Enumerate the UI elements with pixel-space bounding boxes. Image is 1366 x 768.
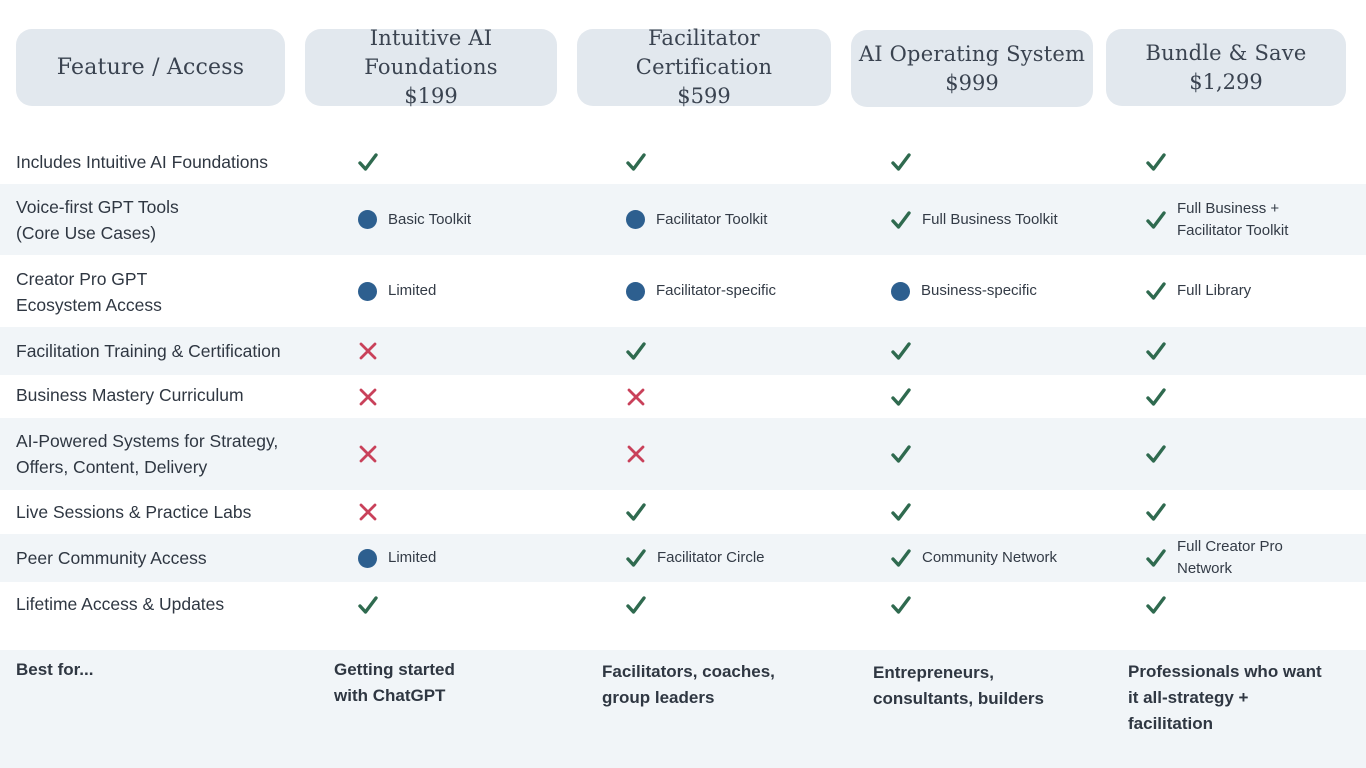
plan-header-foundations xyxy=(305,26,557,108)
cell-bundle xyxy=(1146,140,1166,184)
cell-label: Facilitator Toolkit xyxy=(656,210,768,228)
feature-label-line: Ecosystem Access xyxy=(16,295,162,315)
plan-title: AI Operating System xyxy=(858,41,1086,66)
best-for-line: facilitation xyxy=(1128,714,1214,733)
cell-facilitator xyxy=(626,490,646,534)
best-for-operating-system xyxy=(873,660,1044,712)
plan-title: Facilitator Certification xyxy=(635,26,773,79)
plan-header-bundle xyxy=(1106,29,1346,106)
cell-label: Limited xyxy=(388,549,437,566)
table-row xyxy=(0,255,1366,327)
check-icon xyxy=(891,502,911,522)
feature-label-line: AI-Powered Systems for Strategy, xyxy=(16,431,279,451)
cell-foundations xyxy=(358,255,436,327)
best-for-section xyxy=(0,650,1366,768)
cell-operating-system xyxy=(891,582,911,628)
cell-operating-system xyxy=(891,184,1058,255)
check-icon xyxy=(626,548,646,568)
plan-price: $1,299 xyxy=(1189,69,1263,94)
table-row xyxy=(0,534,1366,582)
plan-title: Intuitive AI Foundations xyxy=(364,26,498,79)
check-icon xyxy=(891,548,911,568)
dot-icon xyxy=(626,282,645,301)
feature-label-line: (Core Use Cases) xyxy=(16,223,157,243)
cell-label: Full Library xyxy=(1177,282,1252,299)
plan-header-facilitator xyxy=(577,26,831,108)
feature-access-header xyxy=(16,29,285,106)
cell-operating-system xyxy=(891,375,911,418)
cell-label-line: Network xyxy=(1177,560,1233,577)
check-icon xyxy=(1146,502,1166,522)
cell-foundations xyxy=(358,418,378,490)
check-icon xyxy=(1146,595,1166,615)
check-icon xyxy=(1146,387,1166,407)
cell-foundations xyxy=(358,534,436,582)
cell-foundations xyxy=(358,375,378,418)
table-row xyxy=(0,375,1366,418)
cross-icon xyxy=(358,341,378,361)
cell-operating-system xyxy=(891,327,911,375)
feature-label xyxy=(16,194,179,246)
cell-foundations xyxy=(358,140,378,184)
cell-facilitator xyxy=(626,140,646,184)
check-icon xyxy=(1146,548,1166,568)
cell-operating-system xyxy=(891,534,1057,582)
best-for-line: Professionals who want xyxy=(1128,662,1322,681)
cell-foundations xyxy=(358,582,378,628)
cell-facilitator xyxy=(626,184,767,255)
cell-facilitator xyxy=(626,255,776,327)
feature-label: Lifetime Access & Updates xyxy=(16,594,225,614)
cell-bundle xyxy=(1146,375,1166,418)
cell-label: Full Business Toolkit xyxy=(922,210,1058,228)
best-for-line: Entrepreneurs, xyxy=(873,663,994,682)
check-icon xyxy=(626,152,646,172)
best-for-label: Best for... xyxy=(16,660,94,679)
cell-bundle xyxy=(1146,327,1166,375)
best-for-facilitator xyxy=(602,659,775,711)
table-row xyxy=(0,582,1366,628)
best-for-line: group leaders xyxy=(602,688,715,707)
feature-label xyxy=(16,428,278,480)
check-icon xyxy=(891,595,911,615)
cell-label xyxy=(1177,198,1288,242)
feature-label: Facilitation Training & Certification xyxy=(16,341,281,361)
dot-icon xyxy=(358,282,377,301)
cell-bundle xyxy=(1146,184,1288,255)
feature-label-line: Offers, Content, Delivery xyxy=(16,457,208,477)
table-row xyxy=(0,490,1366,534)
cell-operating-system xyxy=(891,490,911,534)
best-for-line: Getting started xyxy=(334,660,455,679)
check-icon xyxy=(358,595,378,615)
cell-operating-system xyxy=(891,140,911,184)
check-icon xyxy=(358,152,378,172)
cell-label: Business-specific xyxy=(921,282,1037,299)
cell-facilitator xyxy=(626,375,646,418)
best-for-bundle xyxy=(1128,659,1322,737)
check-icon xyxy=(626,595,646,615)
best-for-line: it all-strategy + xyxy=(1128,688,1249,707)
feature-label xyxy=(16,266,162,318)
best-for-line: Facilitators, coaches, xyxy=(602,662,775,681)
cell-facilitator xyxy=(626,418,646,490)
plan-price: $199 xyxy=(404,84,458,108)
cell-bundle xyxy=(1146,490,1166,534)
cell-label-line: Facilitator Toolkit xyxy=(1177,221,1289,239)
cell-label-line: Full Creator Pro xyxy=(1177,538,1283,555)
check-icon xyxy=(891,210,911,230)
table-row xyxy=(0,184,1366,255)
table-row xyxy=(0,418,1366,490)
cell-label: Facilitator Circle xyxy=(657,549,765,566)
cell-foundations xyxy=(358,327,378,375)
check-icon xyxy=(1146,210,1166,230)
cross-icon xyxy=(358,444,378,464)
cell-label: Facilitator-specific xyxy=(656,282,777,299)
cell-label: Basic Toolkit xyxy=(388,210,472,228)
feature-label: Live Sessions & Practice Labs xyxy=(16,502,252,522)
cell-bundle xyxy=(1146,534,1283,582)
check-icon xyxy=(891,341,911,361)
plan-title: Bundle & Save xyxy=(1145,40,1307,65)
cell-label xyxy=(1177,536,1283,580)
check-icon xyxy=(1146,281,1166,301)
dot-icon xyxy=(891,282,910,301)
cell-foundations xyxy=(358,184,471,255)
cell-bundle xyxy=(1146,418,1166,490)
cell-operating-system xyxy=(891,255,1037,327)
dot-icon xyxy=(358,210,377,229)
feature-label-line: Creator Pro GPT xyxy=(16,269,148,289)
feature-label: Includes Intuitive AI Foundations xyxy=(16,152,268,172)
cross-icon xyxy=(358,387,378,407)
feature-label-line: Voice-first GPT Tools xyxy=(16,197,179,217)
check-icon xyxy=(626,502,646,522)
check-icon xyxy=(626,341,646,361)
dot-icon xyxy=(626,210,645,229)
cross-icon xyxy=(626,444,646,464)
cross-icon xyxy=(626,387,646,407)
best-for-line: with ChatGPT xyxy=(334,686,446,705)
cell-operating-system xyxy=(891,418,911,490)
feature-label: Business Mastery Curriculum xyxy=(16,385,244,405)
plan-header-operating-system xyxy=(851,30,1093,107)
check-icon xyxy=(1146,444,1166,464)
cell-bundle xyxy=(1146,582,1166,628)
table-row xyxy=(0,327,1366,375)
check-icon xyxy=(1146,152,1166,172)
cell-facilitator xyxy=(626,327,646,375)
cell-facilitator xyxy=(626,534,765,582)
cell-bundle xyxy=(1146,255,1251,327)
feature-label: Peer Community Access xyxy=(16,548,207,568)
cell-facilitator xyxy=(626,582,646,628)
feature-access-label: Feature / Access xyxy=(56,55,245,80)
check-icon xyxy=(891,444,911,464)
check-icon xyxy=(891,387,911,407)
cell-label: Community Network xyxy=(922,549,1058,566)
dot-icon xyxy=(358,549,377,568)
cell-label: Limited xyxy=(388,282,437,299)
table-row xyxy=(0,140,1366,184)
plan-price: $999 xyxy=(945,70,999,95)
check-icon xyxy=(1146,341,1166,361)
best-for-foundations xyxy=(334,657,455,709)
cell-foundations xyxy=(358,490,378,534)
cross-icon xyxy=(358,502,378,522)
best-for-line: consultants, builders xyxy=(873,689,1044,708)
cell-label-line: Full Business + xyxy=(1177,199,1280,217)
plan-price: $599 xyxy=(677,84,731,108)
check-icon xyxy=(891,152,911,172)
